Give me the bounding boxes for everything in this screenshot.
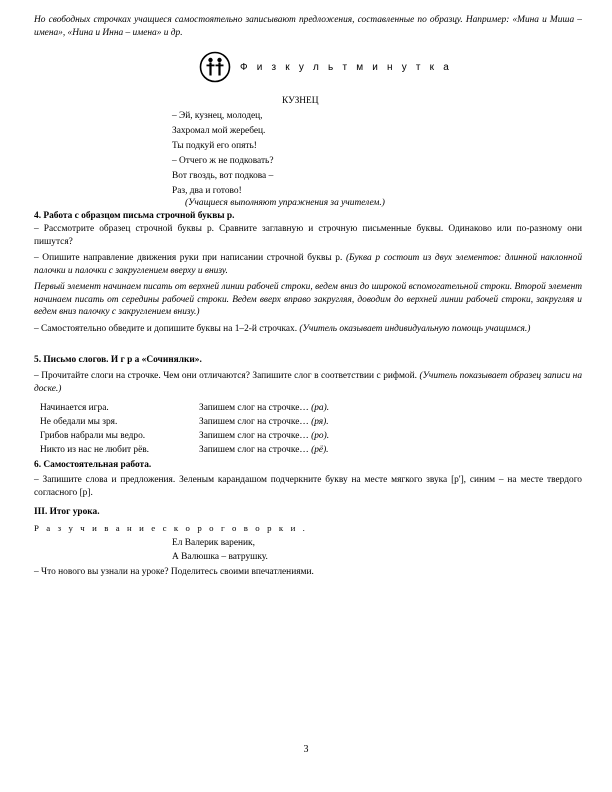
section6-paragraph: – Запишите слова и предложения. Зеленым карандашом подчеркните букву на месте мягкого звука [р'], синим – на месте твердого согласного [р]. <box>34 475 582 498</box>
section4-paragraph: – Рассмотрите образец строчной буквы р. Сравните заглавную и строчную письменные буквы. Одинаково или по-разному они пишутся? <box>34 224 582 247</box>
section5-paragraph: – Прочитайте слоги на строчке. Чем они отличаются? Запишите слог в соответствии с рифмой. (Учитель показывает образец записи на доске.) <box>34 371 583 394</box>
two-figures-icon <box>199 51 231 83</box>
tongue-twister-line: А Валюшка – ватрушку. <box>172 552 268 562</box>
section5-heading: 5. Письмо слогов. И г р а «Сочинялки». <box>34 355 202 365</box>
poem-note: (Учащиеся выполняют упражнения за учителем.) <box>185 198 385 208</box>
section4-paragraph: – Опишите направление движения руки при написании строчной буквы р. (Буква р состоит из двух элементов: длинной наклонной палочки и палочки с закруглением вверху и внизу. <box>34 253 583 276</box>
rhyme-answer: Запишем слог на строчке… (ро). <box>199 431 330 441</box>
page-number: 3 <box>303 744 309 755</box>
tongue-twister-title: Р а з у ч и в а н и е с к о р о г о в о р к и . <box>34 523 308 533</box>
rhyme-answer: Запишем слог на строчке… (ра). <box>199 403 330 413</box>
intro-paragraph: Но свободных строчках учащиеся самостоятельно записывают предложения, составленные по образцу. Например: «Мина и Миша – имена», «Нина и Инна – имена» и др. <box>34 15 582 38</box>
rhyme-line: Никто из нас не любит рёв. <box>40 445 150 455</box>
poem-line: Вот гвоздь, вот подкова – <box>172 171 274 181</box>
rhyme-line: Начинается игра. <box>40 403 109 413</box>
poem-line: Раз, два и готово! <box>172 186 242 196</box>
rhyme-line: Не обедали мы зря. <box>40 417 118 427</box>
poem-line: Захромал мой жеребец. <box>172 126 266 136</box>
physminute-title: Ф и з к у л ь т м и н у т к а <box>240 62 452 73</box>
poem-line: – Отчего ж не подковать? <box>172 156 274 166</box>
poem-title: КУЗНЕЦ <box>282 96 319 106</box>
rhyme-answer: Запишем слог на строчке… (рё). <box>199 445 329 455</box>
poem-line: Ты подкуй его опять! <box>172 141 257 151</box>
section6-heading: 6. Самостоятельная работа. <box>34 460 152 470</box>
lesson-summary-heading: III. Итог урока. <box>34 507 100 517</box>
tongue-twister-line: Ел Валерик вареник, <box>172 538 255 548</box>
rhyme-answer: Запишем слог на строчке… (ря). <box>199 417 329 427</box>
rhyme-line: Грибов набрали мы ведро. <box>40 431 146 441</box>
section4-paragraph: – Самостоятельно обведите и допишите буквы на 1–2-й строчках. (Учитель оказывает индивидуальную помощь учащимся.) <box>34 324 531 334</box>
closing-question: – Что нового вы узнали на уроке? Поделитесь своими впечатлениями. <box>34 567 314 577</box>
section4-paragraph: Первый элемент начинаем писать от верхней линии рабочей строки, ведем вниз до широкой вспомогательной строки. Второй элемент начинаем писать от середины рабочей строки. Ведем вверх вправо закругляя, доводим до верхней линии рабочей строки, закругляя и ведем вниз палочку с закруглением внизу.) <box>34 282 582 317</box>
poem-line: – Эй, кузнец, молодец, <box>172 111 263 121</box>
section4-heading: 4. Работа с образцом письма строчной буквы р. <box>34 211 235 221</box>
